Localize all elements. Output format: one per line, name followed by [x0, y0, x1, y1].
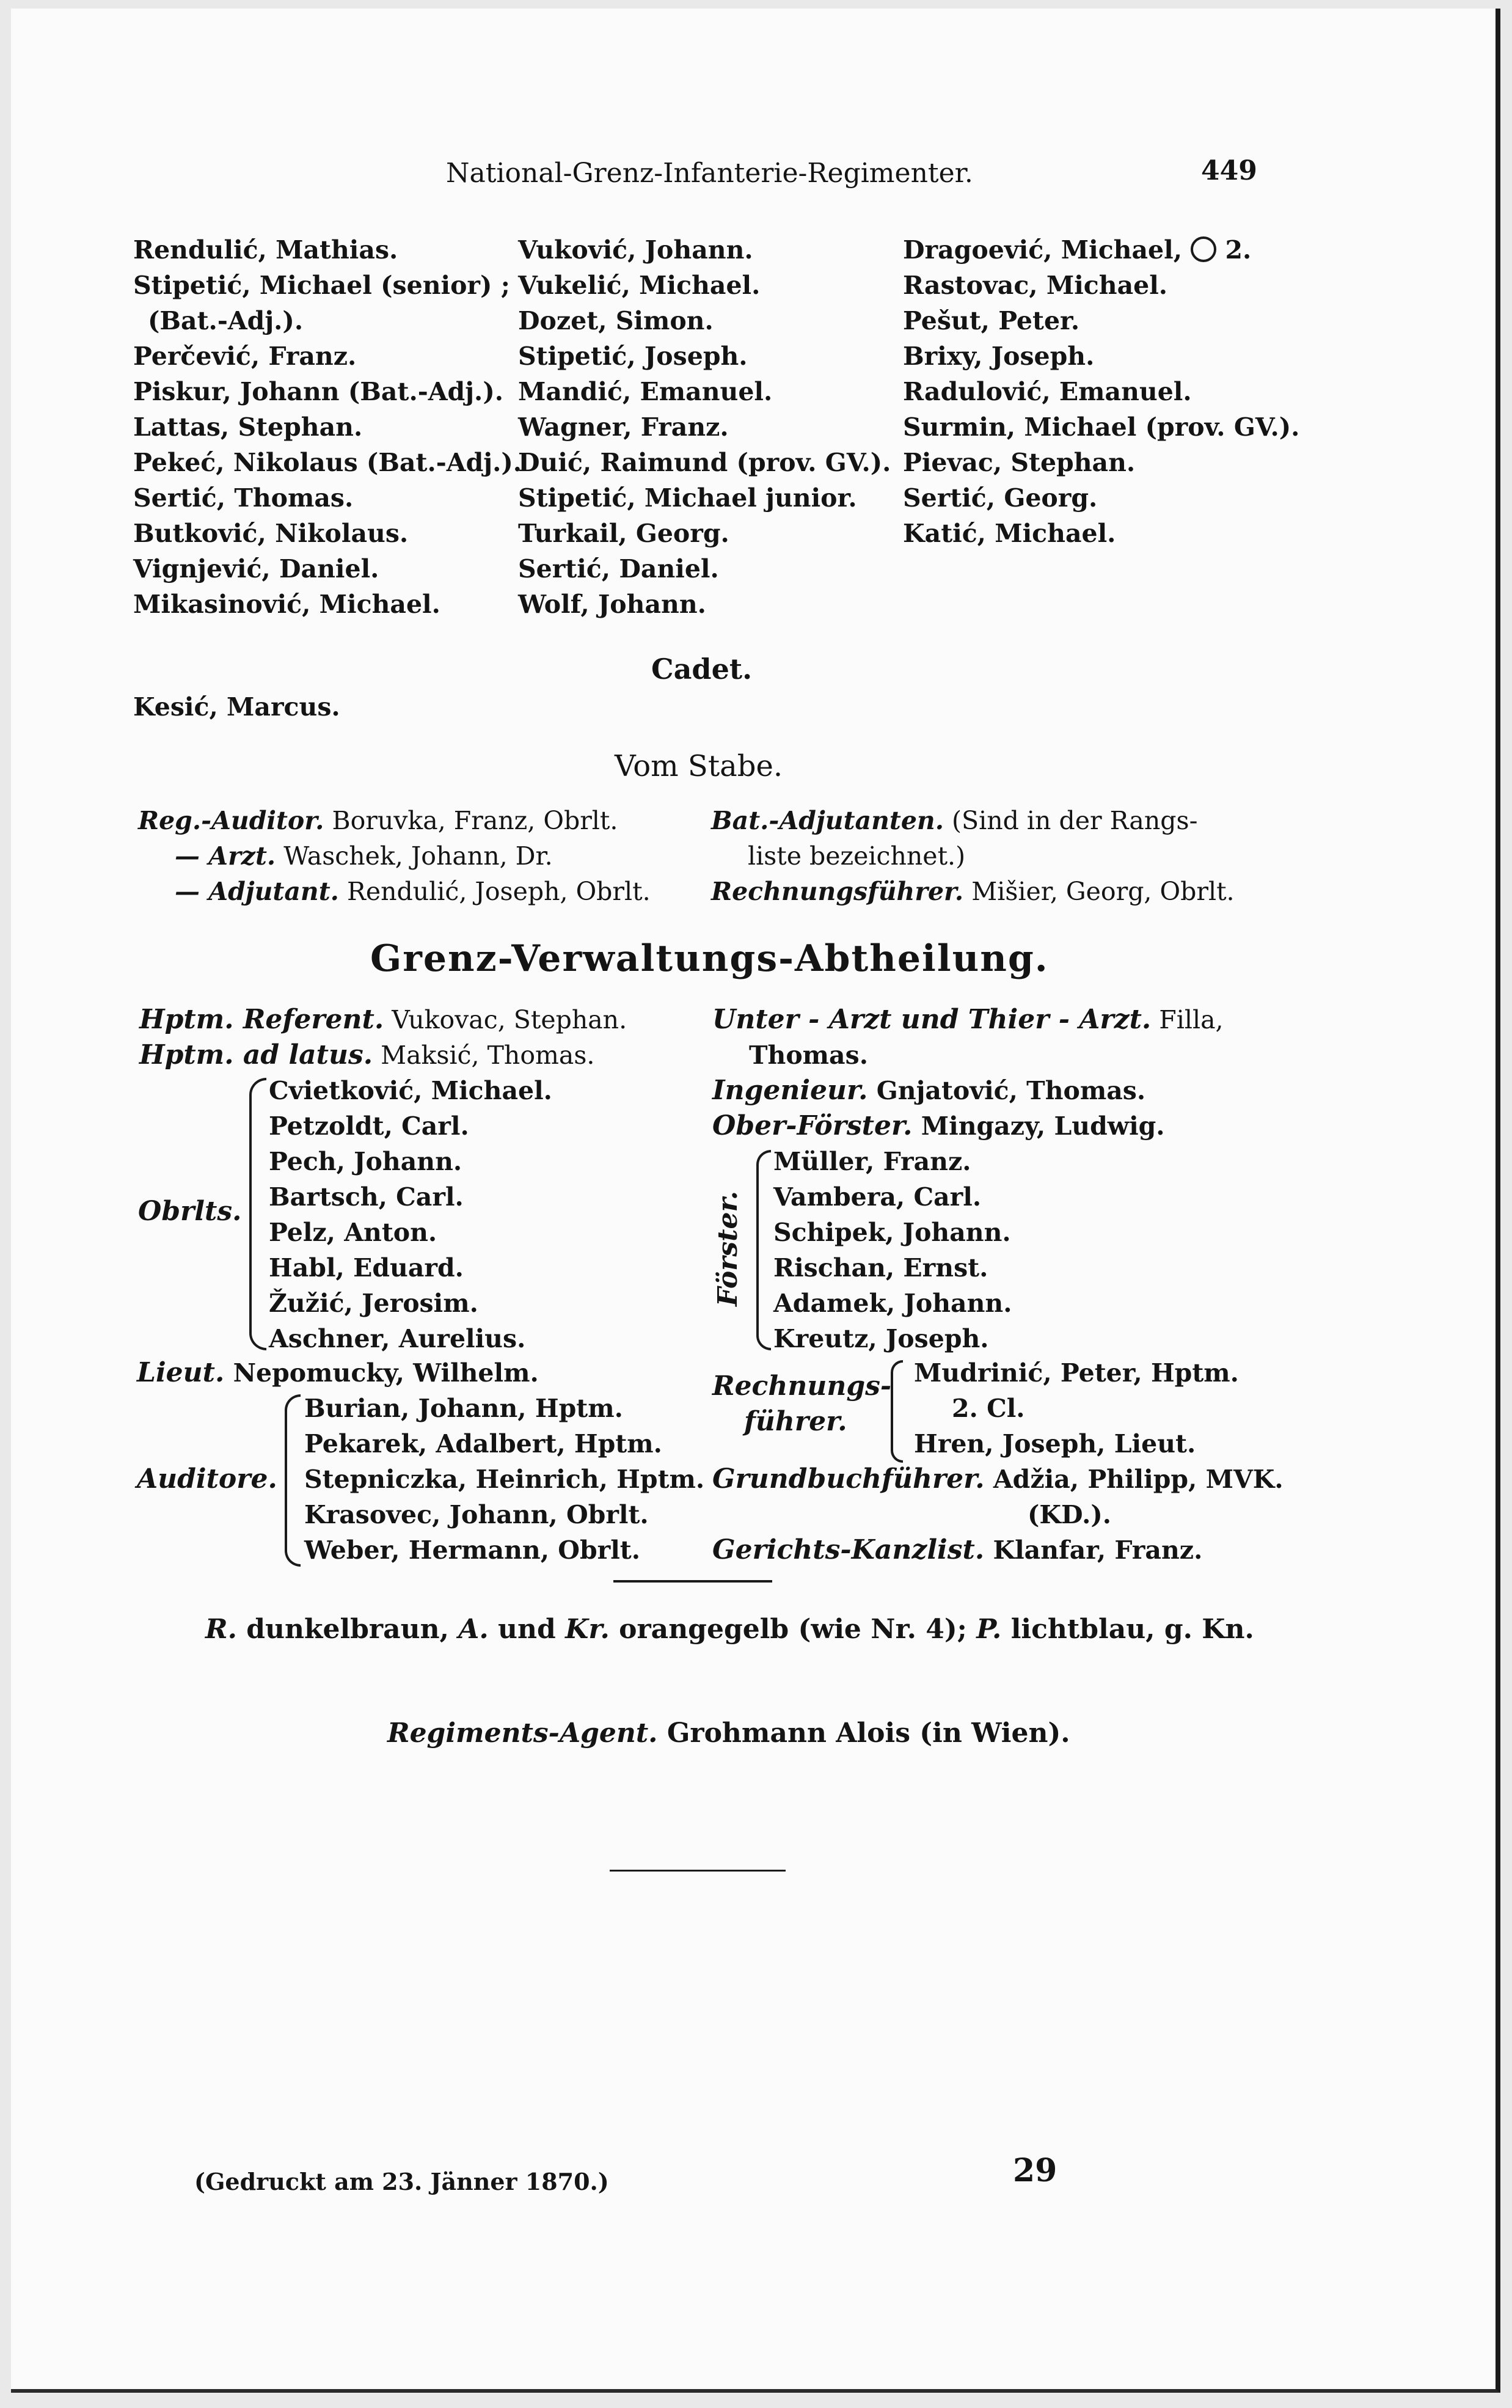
officers-column-2 — [518, 232, 891, 622]
list-item: Sertić, Georg. — [903, 483, 1098, 513]
list-item: Adamek, Johann. — [773, 1289, 1012, 1318]
stab-left-row: — Arzt. Waschek, Johann, Dr. — [175, 841, 553, 871]
stab-right-row: Bat.-Adjutanten. (Sind in der Rangs- — [711, 806, 1198, 835]
list-item: Bartsch, Carl. — [269, 1182, 464, 1212]
list-item: Wolf, Johann. — [518, 590, 706, 619]
list-item: Burian, Johann, Hptm. — [304, 1394, 623, 1423]
list-item: Stipetić, Michael junior. — [518, 483, 857, 513]
stab-left-row: Reg.-Auditor. Boruvka, Franz, Obrlt. — [138, 806, 618, 835]
list-item: Weber, Hermann, Obrlt. — [304, 1535, 641, 1565]
grundbuch-name-2: (KD.). — [1028, 1500, 1112, 1529]
list-item: Duić, Raimund (prov. GV.). — [518, 448, 891, 477]
list-item: Rischan, Ernst. — [773, 1253, 988, 1283]
list-item: Dragoević, Michael, 2. — [903, 235, 1252, 265]
brace-icon — [249, 1078, 266, 1350]
list-item: Stepniczka, Heinrich, Hptm. — [304, 1465, 705, 1494]
list-item: Rendulić, Mathias. — [133, 235, 398, 265]
officers-column-3 — [903, 232, 1299, 551]
list-item: Mandić, Emanuel. — [518, 377, 773, 406]
stab-heading: Vom Stabe. — [615, 749, 783, 783]
list-item: Žužić, Jerosim. — [269, 1289, 478, 1318]
list-item: Rastovac, Michael. — [903, 271, 1168, 300]
list-item: Butković, Nikolaus. — [133, 519, 409, 548]
colors-line: R. dunkelbraun, A. und Kr. orangegelb (wie Nr. 4); P. lichtblau, g. Kn. — [205, 1614, 1254, 1645]
list-item: Sertić, Daniel. — [518, 554, 719, 584]
list-item: Krasovec, Johann, Obrlt. — [304, 1500, 649, 1529]
stab-left-row: — Adjutant. Rendulić, Joseph, Obrlt. — [175, 877, 651, 906]
regiments-agent-row: Regiments-Agent. Grohmann Alois (in Wien). — [387, 1718, 1070, 1749]
list-item: Stipetić, Joseph. — [518, 342, 748, 371]
list-item: Wagner, Franz. — [518, 412, 729, 442]
list-item: (Bat.-Adj.). — [148, 306, 304, 335]
cadet-heading: Cadet. — [651, 653, 753, 686]
unter-arzt-row: Unter - Arzt und Thier - Arzt. Filla, — [712, 1004, 1224, 1035]
lieut-row: Lieut. Nepomucky, Wilhelm. — [137, 1357, 539, 1388]
unter-arzt-name-2: Thomas. — [749, 1041, 868, 1070]
rechnungsfuehrer-label-1: Rechnungs- — [712, 1371, 892, 1402]
ober-foerster-row: Ober-Förster. Mingazy, Ludwig. — [712, 1110, 1165, 1141]
list-item: 2. Cl. — [952, 1394, 1025, 1423]
list-item: Aschner, Aurelius. — [269, 1324, 526, 1353]
list-item: Radulović, Emanuel. — [903, 377, 1192, 406]
list-item: Pech, Johann. — [269, 1147, 462, 1176]
list-item: Stipetić, Michael (senior) ; — [133, 271, 510, 300]
hptm-referent-row: Hptm. Referent. Vukovac, Stephan. — [139, 1004, 627, 1035]
list-item: Surmin, Michael (prov. GV.). — [903, 412, 1300, 442]
list-item: Pekeć, Nikolaus (Bat.-Adj.). — [133, 448, 522, 477]
list-item: Pešut, Peter. — [903, 306, 1080, 335]
list-item: Katić, Michael. — [903, 519, 1116, 548]
list-item: Dozet, Simon. — [518, 306, 714, 335]
rechnungsfuehrer-label-2: führer. — [744, 1406, 847, 1437]
running-header: National-Grenz-Infanterie-Regimenter. — [446, 158, 973, 189]
circle-icon — [1191, 236, 1216, 262]
list-item: Pievac, Stephan. — [903, 448, 1136, 477]
page — [11, 9, 1500, 2393]
list-item: Mudrinić, Peter, Hptm. — [914, 1358, 1239, 1388]
list-item: Lattas, Stephan. — [133, 412, 363, 442]
brace-icon — [285, 1394, 301, 1567]
brace-icon — [891, 1360, 903, 1463]
list-item: Perčević, Franz. — [133, 342, 357, 371]
list-item: Pelz, Anton. — [269, 1218, 437, 1247]
ornament-divider — [610, 1870, 786, 1872]
kanzlist-row: Gerichts-Kanzlist. Klanfar, Franz. — [712, 1534, 1203, 1565]
list-item: Müller, Franz. — [773, 1147, 971, 1176]
foerster-label: Förster. — [712, 1191, 743, 1306]
list-item: Vambera, Carl. — [773, 1182, 982, 1212]
ingenieur-row: Ingenieur. Gnjatović, Thomas. — [712, 1075, 1146, 1106]
section-heading: Grenz-Verwaltungs-Abtheilung. — [370, 937, 1049, 980]
list-item: Turkail, Georg. — [518, 519, 729, 548]
list-item: Petzoldt, Carl. — [269, 1111, 469, 1141]
list-item: Kreutz, Joseph. — [773, 1324, 989, 1353]
list-item: Piskur, Johann (Bat.-Adj.). — [133, 377, 503, 406]
stab-right-row: liste bezeichnet.) — [748, 841, 966, 871]
auditore-list — [304, 1391, 704, 1568]
officers-column-1 — [133, 232, 522, 622]
list-item: Mikasinović, Michael. — [133, 590, 440, 619]
rechnungsfuehrer-list — [914, 1355, 1239, 1462]
list-item: Cvietković, Michael. — [269, 1076, 552, 1105]
list-item: Vukelić, Michael. — [518, 271, 761, 300]
page-number: 449 — [1201, 155, 1257, 186]
list-item: Vuković, Johann. — [518, 235, 753, 265]
stab-right-row: Rechnungsführer. Mišier, Georg, Obrlt. — [711, 877, 1235, 906]
list-item: Sertić, Thomas. — [133, 483, 354, 513]
obrlts-label: Obrlts. — [138, 1196, 242, 1227]
list-item: Hren, Joseph, Lieut. — [914, 1429, 1196, 1458]
auditore-label: Auditore. — [137, 1463, 277, 1495]
list-item: Habl, Eduard. — [269, 1253, 464, 1283]
list-item: Pekarek, Adalbert, Hptm. — [304, 1429, 662, 1458]
cadet-name: Kesić, Marcus. — [133, 692, 340, 722]
foerster-list — [773, 1144, 1012, 1356]
printed-date: (Gedruckt am 23. Jänner 1870.) — [194, 2168, 609, 2195]
list-item: Vignjević, Daniel. — [133, 554, 379, 584]
list-item: Schipek, Johann. — [773, 1218, 1011, 1247]
obrlts-list — [269, 1073, 552, 1356]
divider — [613, 1580, 772, 1583]
grundbuch-row: Grundbuchführer. Adžia, Philipp, MVK. — [712, 1463, 1284, 1495]
list-item: Brixy, Joseph. — [903, 342, 1095, 371]
signature-number: 29 — [1013, 2152, 1057, 2189]
hptm-ad-latus-row: Hptm. ad latus. Maksić, Thomas. — [139, 1039, 595, 1070]
brace-icon — [756, 1150, 771, 1350]
